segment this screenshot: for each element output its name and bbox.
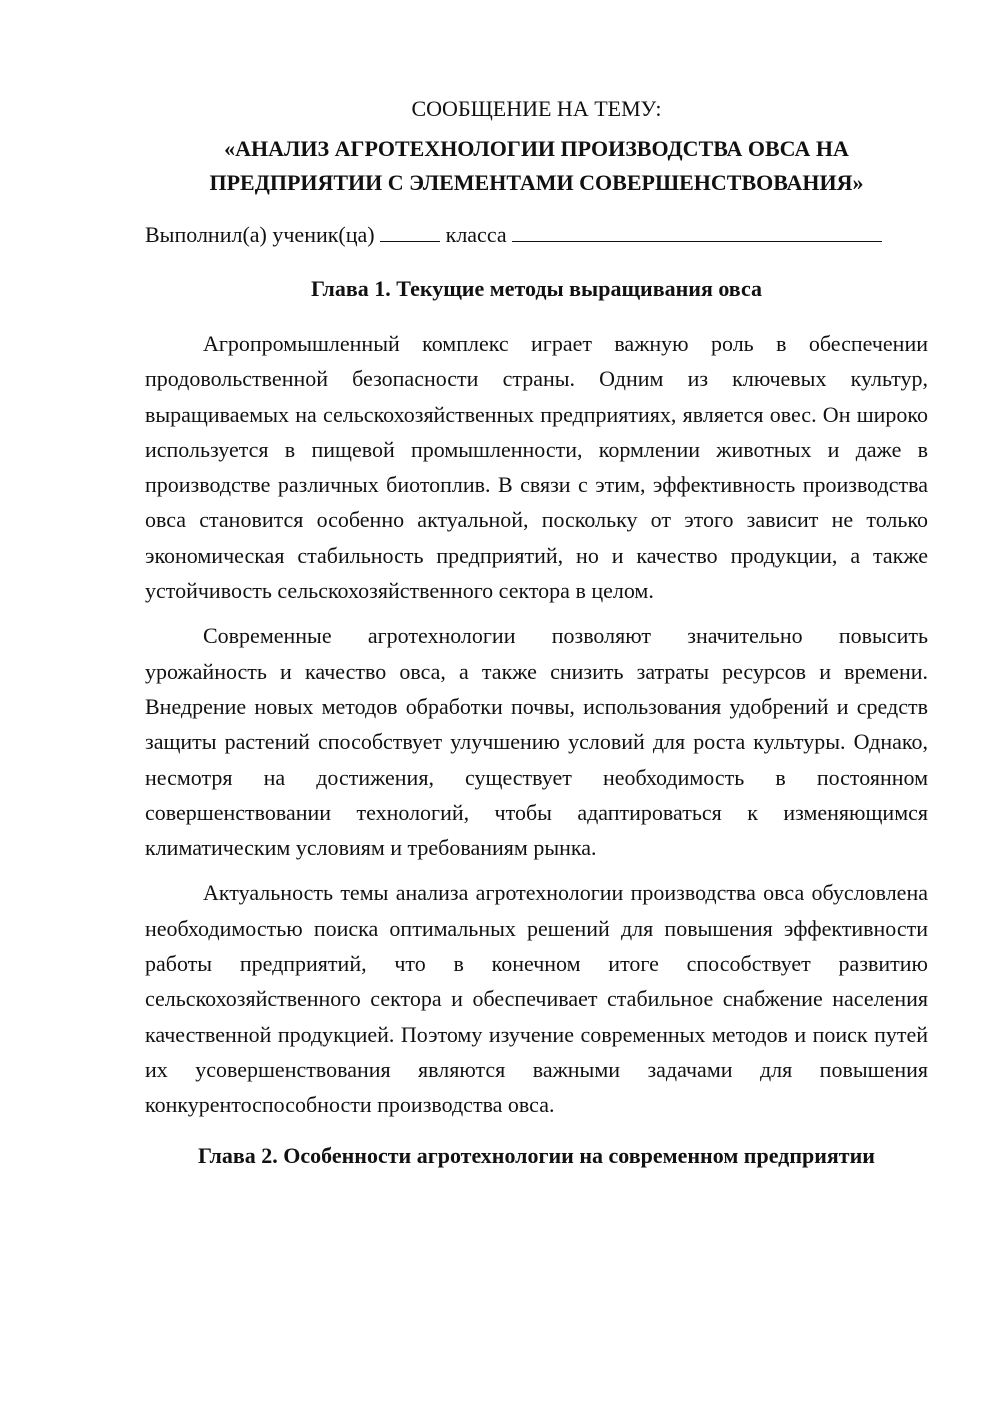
chapter-1-title: Глава 1. Текущие методы выращивания овса: [311, 276, 762, 301]
paragraph: Актуальность темы анализа агротехнологии производства овса обусловлена необходимостью поиска оптимальных решений для повышения эффективности работы предприятий, что в конечном итоге способствует развитию сельскохозяйственного сектора и обеспечивает стабильное снабжение населения качественной продукцией. Поэтому изучение современных методов и поиск путей их усовершенствования являются важными задачами для повышения конкурентоспособности производства овса.: [145, 880, 928, 1118]
document-title: [145, 132, 928, 200]
author-prefix: Выполнил(а) ученик(ца): [145, 222, 375, 247]
class-letter-blank: [512, 219, 882, 242]
title-line-2: ПРЕДПРИЯТИИ С ЭЛЕМЕНТАМИ СОВЕРШЕНСТВОВАНИЯ»: [209, 170, 864, 195]
author-class-word: класса: [445, 222, 507, 247]
author-line: [145, 218, 928, 252]
title-line-1: «АНАЛИЗ АГРОТЕХНОЛОГИИ ПРОИЗВОДСТВА ОВСА НА: [224, 136, 849, 161]
class-number-blank: [380, 219, 440, 242]
chapter-2-title: Глава 2. Особенности агротехнологии на современном предприятии: [198, 1142, 875, 1168]
document-header: СООБЩЕНИЕ НА ТЕМУ:: [411, 96, 662, 121]
document-page: [145, 92, 928, 1173]
paragraph: Агропромышленный комплекс играет важную роль в обеспечении продовольственной безопасности страны. Одним из ключевых культур, выращиваемых на сельскохозяйственных предприятиях, является овес. Он широко используется в пищевой промышленности, кормлении животных и даже в производстве различных биотоплив. В связи с этим, эффективность производства овса становится особенно актуальной, поскольку от этого зависит не только экономическая стабильность предприятий, но и качество продукции, а также устойчивость сельскохозяйственного сектора в целом.: [145, 331, 928, 604]
paragraph: Современные агротехнологии позволяют значительно повысить урожайность и качество овса, а также снизить затраты ресурсов и времени. Внедрение новых методов обработки почвы, использования удобрений и средств защиты растений способствует улучшению условий для роста культуры. Однако, несмотря на достижения, существует необходимость в постоянном совершенствовании технологий, чтобы адаптироваться к изменяющимся климатическим условиям и требованиям рынка.: [145, 623, 928, 861]
